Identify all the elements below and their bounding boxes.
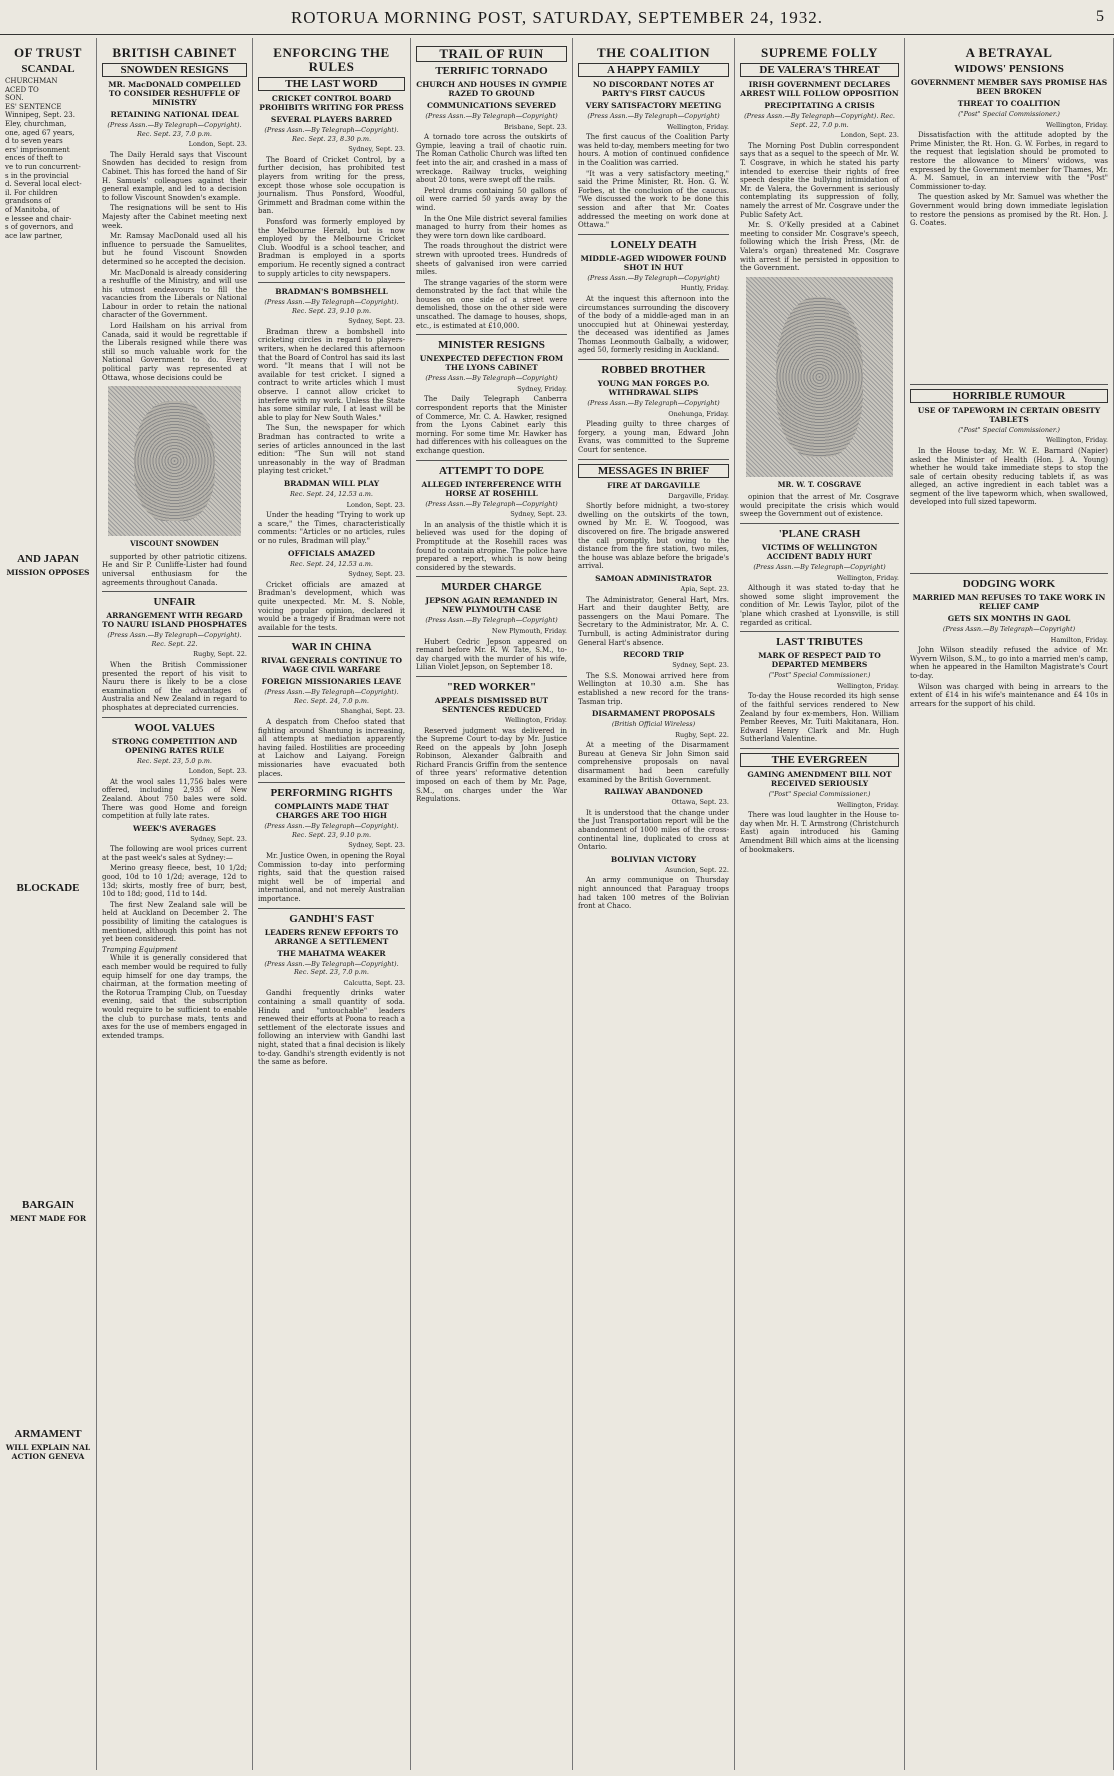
paragraph: The first New Zealand sale will be held at Auckland on December 2. The possibility of limiting the catalogues is mentioned, although this point has not yet been considered. — [102, 900, 247, 944]
dateline: London, Sept. 23. — [346, 500, 405, 509]
subhead: MARK OF RESPECT PAID TO DEPARTED MEMBERS — [758, 651, 881, 670]
paragraph: Petrol drums containing 50 gallons of oil were carried 50 yards away by the wind. — [416, 186, 567, 212]
headline-trail-of-ruin: TRAIL OF RUIN — [416, 46, 567, 62]
source-line: (Press Assn.—By Telegraph—Copyright). Rec. Sept. 23, 8.30 p.m. — [264, 126, 399, 143]
source-line: (Press Assn.—By Telegraph—Copyright). Rec. Sept. 22, 7.0 p.m. — [744, 112, 895, 129]
divider — [740, 523, 899, 524]
source-line: (Press Assn.—By Telegraph—Copyright) — [753, 563, 886, 572]
dateline: Wellington, Friday. — [1045, 436, 1108, 445]
divider — [258, 782, 405, 783]
subhead: GOVERNMENT MEMBER SAYS PROMISE HAS BEEN BROKEN — [910, 78, 1108, 96]
dateline: Wellington, Friday. — [836, 573, 899, 582]
paragraph: Pleading guilty to three charges of forgery, a young man, Edward John Evans, was committed to the Supreme Court for sentence. — [578, 420, 729, 455]
source-line: Rec. Sept. 24, 12.53 a.m. — [290, 559, 373, 568]
headline-blockade: BLOCKADE — [16, 882, 80, 895]
text-line: of Manitoba, of — [5, 205, 60, 214]
subhead: GETS SIX MONTHS IN GAOL — [947, 614, 1071, 624]
dateline: Sydney, Sept. 23. — [672, 661, 729, 670]
dateline: Hamilton, Friday. — [1050, 635, 1108, 644]
headline-performing-rights: PERFORMING RIGHTS — [270, 787, 393, 800]
headline-happy-family: A HAPPY FAMILY — [578, 63, 729, 77]
source-line: Rec. Sept. 24, 12.53 a.m. — [290, 489, 373, 498]
dateline: Wellington, Friday. — [666, 122, 729, 131]
paragraph: To-day the House recorded its high sense of the faithful services rendered to New Zealand by four ex-members, Hon. William Pember Reeves, Mr. Tuiti Makitanara, Hon. Edward Henry Clark and Mr. Hugh Sutherland Valentine. — [740, 692, 899, 744]
subhead: MARRIED MAN REFUSES TO TAKE WORK IN RELIEF CAMP — [912, 593, 1106, 612]
subhead: RETAINING NATIONAL IDEAL — [110, 110, 239, 119]
text-line: s of governors, and — [5, 223, 74, 232]
subhead: MR. MacDONALD COMPELLED TO CONSIDER RESHUFFLE OF MINISTRY — [108, 80, 241, 107]
paragraph: The strange vagaries of the storm were demonstrated by the fact that while the houses on one side of a street were demolished, those on the other side were unscathed. The damage to houses, shops, etc., is estimated at £10,000. — [416, 278, 567, 330]
divider — [258, 282, 405, 283]
dateline: London, Sept. 23. — [188, 140, 247, 149]
text-line: SON. — [5, 94, 24, 103]
headline-trust: OF TRUST — [14, 45, 82, 60]
subhead: PRECIPITATING A CRISIS — [764, 101, 875, 110]
source-line: ("Post" Special Commissioner.) — [958, 110, 1060, 118]
headline-enforcing-rules: ENFORCING THE RULES — [273, 45, 390, 74]
subhead-fire: FIRE AT DARGAVILLE — [607, 480, 700, 490]
subhead-record-trip: RECORD TRIP — [623, 650, 684, 660]
dateline: Wellington, Friday. — [836, 800, 899, 809]
subhead: JEPSON AGAIN REMANDED IN NEW PLYMOUTH CASE — [425, 596, 558, 615]
divider — [102, 717, 247, 718]
subhead: USE OF TAPEWORM IN CERTAIN OBESITY TABLETS — [917, 405, 1101, 424]
portrait-face — [134, 401, 214, 521]
source-line: (British Official Wireless) — [611, 720, 696, 729]
headline-messages-in-brief: MESSAGES IN BRIEF — [578, 464, 729, 478]
subhead-samoan: SAMOAN ADMINISTRATOR — [595, 573, 712, 583]
text-line: grandsons of — [5, 197, 51, 206]
text-line: ve to run concurrent- — [5, 162, 81, 171]
subhead: THREAT TO COALITION — [957, 99, 1061, 108]
text-line: ers' imprisonment — [5, 145, 70, 154]
paragraph: Mr. Justice Owen, in opening the Royal Commission to-day into performing rights, said that the question raised might well be of imperial and international, and not merely Australian importance. — [258, 852, 405, 903]
subhead: ALLEGED INTERFERENCE WITH HORSE AT ROSEHILL — [421, 479, 562, 498]
dateline: Dargaville, Friday. — [668, 491, 729, 500]
column-7 — [905, 38, 1114, 1770]
subhead: SEVERAL PLAYERS BARRED — [270, 115, 393, 124]
divider — [910, 384, 1108, 385]
subhead: FOREIGN MISSIONARIES LEAVE — [261, 677, 402, 687]
paragraph: Dissatisfaction with the attitude adopted by the Prime Minister, the Rt. Hon. G. W. Forbes, in regard to the request that legislation should be promoted to restore the allowance to Miners' widows, was expressed by the Government member for Thames, Mr. A. M. Samuel, in an interview with the "Post" Commissioner to-day. — [910, 131, 1108, 191]
dateline: Wellington, Friday. — [504, 715, 567, 724]
dateline: Sydney, Sept. 23. — [348, 317, 405, 326]
dateline: Sydney, Friday. — [517, 384, 567, 393]
paragraph: John Wilson steadily refused the advice of Mr. Wyvern Wilson, S.M., to go into a married men's camp, when he appeared in the Hamilton Magistrate's Court to-day. — [910, 646, 1108, 681]
divider — [258, 636, 405, 637]
paragraph: An army communique on Thursday night announced that Paraguay troops had taken 100 metres of the Bolivian front at Chaco. — [578, 876, 729, 911]
paragraph: Cricket officials are amazed at Bradman's development, which was quite unexpected. Mr. M. S. Noble, voicing popular opinion, declared it would be a tragedy if Bradman were not available for the tests. — [258, 580, 405, 632]
subhead-railway: RAILWAY ABANDONED — [604, 787, 703, 797]
headline-gandhis-fast: GANDHI'S FAST — [289, 912, 374, 925]
column-5 — [573, 38, 735, 1770]
divider — [578, 359, 729, 360]
subhead: VERY SATISFACTORY MEETING — [585, 101, 722, 110]
divider — [102, 591, 247, 592]
dateline: Wellington, Friday. — [836, 681, 899, 690]
headline-last-word: THE LAST WORD — [258, 77, 405, 91]
paragraph: In the One Mile district several families managed to hurry from their homes as they were torn down like cardboard. — [416, 214, 567, 240]
paragraph: The Board of Cricket Control, by a further decision, has prohibited test players from writing for the press, except those whose sole occupation is journalism. Thus Ponsford, Woodful, Grimmett and Bradman come within the ban. — [258, 155, 405, 216]
source-line: (Press Assn.—By Telegraph—Copyright) — [425, 616, 558, 625]
paragraph: A despatch from Chefoo stated that fighting around Shantung is increasing, all attempts at mediation apparently having failed. Hostilities are proceeding at Laichow and Laiyang. Foreign missionaries have evacuated both places. — [258, 718, 405, 778]
divider — [258, 908, 405, 909]
headline-a-betrayal: A BETRAYAL — [965, 45, 1053, 60]
dateline: Asuncion, Sept. 22. — [665, 865, 729, 874]
subhead: STRONG COMPETITION AND OPENING RATES RULE — [111, 736, 238, 755]
column-2 — [97, 38, 253, 1770]
subhead: COMMUNICATIONS SEVERED — [426, 101, 557, 110]
paragraph: The S.S. Monowai arrived here from Wellington at 10.30 a.m. She has established a new record for the trans-Tasman trip. — [578, 671, 729, 706]
subhead: NO DISCORDANT NOTES AT PARTY'S FIRST CAUCUS — [592, 80, 715, 98]
source-line: (Press Assn.—By Telegraph—Copyright) — [587, 112, 720, 120]
paragraph: The first caucus of the Coalition Party was held to-day, members meeting for two hours. A motion of continued confidence in the Coalition was carried. — [578, 133, 729, 167]
text-line: CHURCHMAN — [5, 77, 58, 85]
paragraph: Lord Hailsham on his arrival from Canada, said it would be regrettable if the Liberals resigned while there was still so much valuable work for the National Government to do. Every political party was represented at Ottawa, whose decisions could be — [102, 322, 247, 382]
subhead: VICTIMS OF WELLINGTON ACCIDENT BADLY HURT — [761, 543, 878, 562]
paragraph: The question asked by Mr. Samuel was whether the Government would bring down immediate legislation to restore the pensions as promised by the Rt. Hon. J. G. Coates. — [910, 193, 1108, 228]
text-line: il. For children — [5, 188, 58, 197]
paragraph: Reserved judgment was delivered in the Supreme Court to-day by Mr. Justice Reed on the appeals by John Joseph Robinson, Alexander Galbraith and Richard Francis Griffin from the sentence of three years' reformative detention imposed on each of them by Mr. Page, S.M., on charges under the War Regulations. — [416, 726, 567, 804]
subhead: LEADERS RENEW EFFORTS TO ARRANGE A SETTLEMENT — [264, 927, 399, 946]
divider — [578, 234, 729, 235]
text-line: ences of theft to — [5, 154, 63, 163]
paragraph: Bradman threw a bombshell into cricketing circles in regard to players-writers, when he declared this afternoon that the Board of Control has said its last word. "It means that I will not be available for test cricket. I signed a contract to write articles which I must observe. I cannot allow cricket to interfere with my work. Unless the State has some similar rule, I at least will be able to play for New South Wales." — [258, 327, 405, 422]
headline-robbed-brother: ROBBED BROTHER — [601, 364, 706, 377]
divider — [578, 459, 729, 460]
text-line: s in the provincial — [5, 171, 69, 180]
paragraph: Although it was stated to-day that he showed some slight improvement the condition of Mr. Lewis Taylor, pilot of the 'plane which crashed at Lyonsville, is still regarded as critical. — [740, 584, 899, 627]
dateline: Onehunga, Friday. — [668, 409, 729, 418]
dateline: London, Sept. 23. — [188, 767, 247, 776]
headline-last-tributes: LAST TRIBUTES — [776, 636, 863, 649]
subhead: CHURCH AND HOUSES IN GYMPIE RAZED TO GROUND — [416, 80, 567, 98]
subhead-bargain: MENT MADE FOR — [9, 1214, 87, 1224]
subhead: ARRANGEMENT WITH REGARD TO NAURU ISLAND PHOSPHATES — [102, 611, 247, 630]
paragraph: Shortly before midnight, a two-storey dwelling on the outskirts of the town, owned by Mr. E. W. Toogood, was discovered on fire. The brigade answered the call promptly, but owing to the distance from the fire station, two miles, the house was ablaze before the brigade's arrival. — [578, 502, 729, 571]
page-number: 5 — [1096, 8, 1104, 25]
paragraph: At the inquest this afternoon into the circumstances surrounding the discovery of the body of a middle-aged man in an unoccupied hut at Ohinewai yesterday, the deceased was identified as James Thomas Leonmouth Galbally, a widower, aged 50, formerly residing in Auckland. — [578, 294, 729, 355]
source-line: (Press Assn.—By Telegraph—Copyright) — [587, 399, 720, 408]
headline-the-evergreen: THE EVERGREEN — [740, 753, 899, 767]
dateline: Sydney, Sept. 23. — [348, 570, 405, 579]
subhead: COMPLAINTS MADE THAT CHARGES ARE TOO HIGH — [274, 802, 389, 821]
source-line: ("Post" Special Commissioner.) — [768, 671, 871, 680]
subhead-armament: WILL EXPLAIN NAL ACTION GENEVA — [5, 1443, 91, 1462]
paragraph: Wilson was charged with being in arrears to the extent of £14 in his wife's maintenance and £4 10s in arrears for the support of his child. — [910, 682, 1108, 708]
source-line: (Press Assn.—By Telegraph—Copyright) — [425, 374, 558, 383]
paragraph: The resignations will be sent to His Majesty after the Cabinet meeting next week. — [102, 204, 247, 230]
dateline: Sydney, Sept. 23. — [510, 510, 567, 519]
paragraph: opinion that the arrest of Mr. Cosgrave would precipitate the crisis which would sweep the Government out of existence. — [740, 493, 899, 519]
column-3 — [253, 38, 411, 1770]
portrait-face — [776, 297, 864, 457]
paragraph: Mr. S. O'Kelly presided at a Cabinet meeting to consider Mr. Cosgrave's speech, following which the Irish Press, (Mr. de Valera's organ) threatened Mr. Cosgrave with arrest if he persisted in opposition to the Government. — [740, 221, 899, 273]
photo-caption: MR. W. T. COSGRAVE — [777, 479, 862, 489]
paragraph: supported by other patriotic citizens. He and Sir P. Cunliffe-Lister had found universal enthusiasm for the agreements throughout Canada. — [102, 552, 247, 587]
divider — [416, 334, 567, 335]
text-line: d to seven years — [5, 137, 63, 146]
paragraph: At a meeting of the Disarmament Bureau at Geneva Sir John Simon said comprehensive proposals on naval disarmament had been carefully examined by the British Government. — [578, 741, 729, 784]
headline-japan: AND JAPAN — [17, 553, 79, 566]
headline-the-coalition: THE COALITION — [596, 45, 711, 60]
dateline: Sydney, Sept. 23. — [348, 841, 405, 850]
paragraph: Under the heading "Trying to work up a scare," the Times, characteristically comments: "Articles or no articles, rules or no rules, Bradman will play." — [258, 511, 405, 545]
masthead — [0, 0, 1114, 35]
dateline: Apia, Sept. 23. — [680, 584, 729, 593]
paragraph: Mr. Ramsay MacDonald used all his influence to persuade the Samuelites, but he found Viscount Snowden determined so he accepted the decision. — [102, 232, 247, 266]
source-line: (Press Assn.—By Telegraph—Copyright). Rec. Sept. 23, 7.0 p.m. — [264, 959, 399, 977]
subhead-bradman-will-play: BRADMAN WILL PLAY — [283, 478, 380, 488]
subhead-japan: MISSION OPPOSES — [6, 568, 90, 578]
headline-murder-charge: MURDER CHARGE — [441, 581, 542, 594]
paragraph: At the wool sales 11,756 bales were offered, including 2,935 of New Zealand. About 750 bales were sold. There was good Home and foreign competition at fully late rates. — [102, 777, 247, 821]
dateline: Sydney, Sept. 23. — [190, 834, 247, 843]
subhead-tramping: Tramping Equipment — [102, 945, 178, 954]
headline-wool-values: WOOL VALUES — [134, 721, 215, 734]
portrait-photo — [108, 386, 241, 536]
dateline: London, Sept. 23. — [840, 131, 899, 140]
subhead: YOUNG MAN FORGES P.O. WITHDRAWAL SLIPS — [597, 379, 710, 398]
headline-war-in-china: WAR IN CHINA — [291, 641, 372, 654]
column-1 — [0, 38, 97, 1770]
dateline: New Plymouth, Friday. — [491, 626, 567, 635]
dateline: Rugby, Sept. 22. — [193, 650, 247, 659]
headline-scandal: SCANDAL — [21, 63, 75, 75]
headline-minister-resigns: MINISTER RESIGNS — [438, 339, 545, 352]
headline-supreme-folly: SUPREME FOLLY — [761, 45, 878, 60]
subhead: THE MAHATMA WEAKER — [277, 948, 386, 958]
dateline: Rugby, Sept. 22. — [675, 730, 729, 739]
dateline: Shanghai, Sept. 23. — [340, 707, 405, 716]
subhead: MIDDLE-AGED WIDOWER FOUND SHOT IN HUT — [580, 253, 727, 272]
subhead: IRISH GOVERNMENT DECLARES ARREST WILL FOLLOW OPPOSITION — [740, 80, 899, 98]
paragraph: Merino greasy fleece, best, 10 1/2d; good, 10d to 10 1/2d; average, 12d to 13d; skirts, mostly free of burr, best, 10d to 18d; good, 11d to 14d. — [102, 864, 247, 899]
source-line: ("Post" Special Commissioner.) — [958, 425, 1060, 434]
source-line: Rec. Sept. 23, 5.0 p.m. — [137, 756, 212, 765]
text-line: Winnipeg, Sept. 23. — [5, 111, 75, 120]
headline-de-valera-threat: DE VALERA'S THREAT — [740, 63, 899, 77]
text-line: ES' SENTENCE — [5, 102, 62, 111]
divider — [416, 460, 567, 461]
divider — [416, 676, 567, 677]
paragraph: The roads throughout the district were strewn with uprooted trees. Hundreds of sheets of galvanised iron were carried miles. — [416, 242, 567, 277]
headline-snowden-resigns: SNOWDEN RESIGNS — [102, 63, 247, 77]
paragraph: In an analysis of the thistle which it is believed was used for the doping of Promptitude at the Rosehill races was found to contain atropine. The police have prepared a report, which is now being considered by the stewards. — [416, 520, 567, 572]
paragraph: The following are wool prices current at the past week's sales at Sydney:— — [102, 845, 247, 862]
source-line: (Press Assn.—By Telegraph—Copyright) — [587, 273, 720, 282]
paragraph: There was loud laughter in the House to-day when Mr. H. T. Armstrong (Christchurch East) again introduced his Gaming Amendment Bill which aims at the licensing of bookmakers. — [740, 811, 899, 854]
dateline: Sydney, Sept. 23. — [348, 145, 405, 154]
subhead: CRICKET CONTROL BOARD PROHIBITS WRITING FOR PRESS — [259, 94, 404, 112]
column-6 — [735, 38, 905, 1770]
paragraph: "It was a very satisfactory meeting," said the Prime Minister, Rt. Hon. G. W. Forbes, at the conclusion of the caucus. "We discussed the work to be done this session and after that Mr. Coates addressed the meeting on work done at Ottawa." — [578, 169, 729, 230]
headline-widows-pensions: WIDOWS' PENSIONS — [954, 63, 1064, 75]
headline-red-worker: "RED WORKER" — [446, 680, 537, 693]
dateline: Wellington, Friday. — [1045, 120, 1108, 129]
headline-plane-crash: 'PLANE CRASH — [778, 528, 861, 541]
source-line: (Press Assn.—By Telegraph—Copyright) — [425, 499, 558, 508]
source-line: (Press Assn.—By Telegraph—Copyright). Rec. Sept. 22. — [107, 631, 242, 648]
headline-dodging-work: DODGING WORK — [962, 578, 1056, 591]
text-line: one, aged 67 years, — [5, 128, 75, 137]
paragraph: The Sun, the newspaper for which Bradman has contracted to write a series of articles announced in the last edition: "The Sun will not stand unreasonably in the way of Bradman playing test cricket." — [258, 424, 405, 476]
headline-attempt-to-dope: ATTEMPT TO DOPE — [439, 464, 544, 477]
paragraph: While it is generally considered that each member would be required to fully equip himself for one day tramps, the chairman, at the formation meeting of the Rotorua Tramping Club, on Tuesday evening, said that the subscription would require to be sufficient to enable the club to purchase mats, tents and axes for the use of members engaged in extended tramps. — [102, 954, 247, 1040]
masthead-title: ROTORUA MORNING POST, SATURDAY, SEPTEMBER 24, 1932. — [290, 8, 824, 27]
dateline: Calcutta, Sept. 23. — [343, 978, 405, 987]
text-line: ACED TO — [5, 85, 39, 94]
headline-armament: ARMAMENT — [14, 1428, 82, 1441]
source-line: (Press Assn.—By Telegraph—Copyright) — [425, 112, 558, 120]
paragraph: When the British Commissioner presented the report of his visit to Nauru there is likely to be a close examination of the advantages of Australia and New Zealand in regard to phosphates at depreciated currencies. — [102, 660, 247, 712]
paragraph: Mr. MacDonald is already considering a reshuffle of the Ministry, and will use his utmost endeavours to fill the vacancies from the Liberals or National Labour in order to retain the national character of the Government. — [102, 268, 247, 320]
paragraph: The Daily Telegraph Canberra correspondent reports that the Minister of Commerce, Mr. C. A. Hawker, resigned from the Lyons Cabinet early this morning. For some time Mr. Hawker has had differences with his colleagues on the exchange question. — [416, 395, 567, 455]
column-1-text — [5, 77, 91, 240]
headline-lonely-death: LONELY DEATH — [610, 238, 697, 251]
paragraph: In the House to-day, Mr. W. E. Barnard (Napier) asked the Minister of Health (Hon. J. A. Young) whether he would take immediate steps to stop the sale of certain obesity reducing tablets if, as was alleged, an active ingredient in each tablet was a segment of the live tapeworm which, when swallowed, developed into full sized tapeworm. — [910, 446, 1108, 507]
headline-horrible-rumour: HORRIBLE RUMOUR — [910, 389, 1108, 403]
subhead-bolivian: BOLIVIAN VICTORY — [610, 854, 697, 864]
source-line: ("Post" Special Commissioner.) — [768, 789, 871, 798]
column-4 — [411, 38, 573, 1770]
subhead: GAMING AMENDMENT BILL NOT RECEIVED SERIOUSLY — [747, 769, 892, 788]
paragraph: Hubert Cedric Jepson appeared on remand before Mr. R. W. Tate, S.M., to-day charged with the murder of his wife, Lilian Violet Jepson, on September 18. — [416, 637, 567, 672]
source-line: (Press Assn.—By Telegraph—Copyright). Rec. Sept. 23, 7.0 p.m. — [107, 121, 242, 138]
paragraph: It is understood that the change under the Just Transportation report will be the abandonment of 1000 miles of the cross-continental line, duplicated to cross at Ontario. — [578, 808, 729, 852]
text-line: ace law partner, — [5, 231, 63, 240]
divider — [416, 576, 567, 577]
divider — [910, 573, 1108, 574]
headline-bargain: BARGAIN — [22, 1199, 74, 1212]
text-line: Eley, churchman, — [5, 119, 67, 128]
paragraph: Gandhi frequently drinks water containing a small quantity of soda. Hindu and "untouchable" leaders renewed their efforts at Poona to reach a settlement of the electorate issues and following an interview with Gandhi last night, stated that a final decision is likely to-day. Gandhi's strength evidently is not the same as before. — [258, 989, 405, 1067]
divider — [740, 631, 899, 632]
source-line: (Press Assn.—By Telegraph—Copyright). Rec. Sept. 23, 9.10 p.m. — [264, 298, 399, 315]
paragraph: A tornado tore across the outskirts of Gympie, leaving a trail of chaotic ruin. The Roman Catholic Church was lifted ten feet into the air, and crashed in a mass of wreckage. Railway trucks, weighing about 20 tons, were swept off the rails. — [416, 133, 567, 185]
subhead: UNEXPECTED DEFECTION FROM THE LYONS CABINET — [419, 354, 564, 373]
source-line: (Press Assn.—By Telegraph—Copyright) — [942, 625, 1076, 634]
photo-caption: VISCOUNT SNOWDEN — [130, 539, 219, 549]
headline-terrific-tornado: TERRIFIC TORNADO — [435, 65, 548, 77]
subhead-weeks-averages: WEEK'S AVERAGES — [132, 823, 217, 833]
headline-british-cabinet: BRITISH CABINET — [112, 45, 237, 60]
text-line: d. Several local elect- — [5, 180, 82, 189]
paragraph: Ponsford was formerly employed by the Melbourne Herald, but is now employed by the Melbourne Cricket Club. Woodful is a school teacher, and Bradman is employed in a sports emporium. He recently signed a contract to supply articles to city newspapers. — [258, 217, 405, 278]
paragraph: The Administrator, General Hart, Mrs. Hart and their daughter Betty, are passengers on the Maui Pomare. The Secretary to the Administrator, Mr. A. C. Turnbull, is acting Administrator during General Hart's absence. — [578, 595, 729, 647]
subhead-disarmament: DISARMAMENT PROPOSALS — [591, 709, 716, 719]
source-line: (Press Assn.—By Telegraph—Copyright). Rec. Sept. 23, 9.10 p.m. — [264, 822, 399, 839]
source-line: (Press Assn.—By Telegraph—Copyright). Rec. Sept. 24, 7.0 p.m. — [264, 688, 399, 705]
headline-unfair: UNFAIR — [153, 596, 196, 609]
divider — [740, 748, 899, 749]
subhead-bradman-bombshell: BRADMAN'S BOMBSHELL — [275, 287, 388, 297]
dateline: Ottawa, Sept. 23. — [671, 798, 729, 807]
dateline: Brisbane, Sept. 23. — [503, 122, 567, 131]
dateline: Huntly, Friday. — [680, 284, 729, 293]
portrait-photo — [746, 277, 892, 477]
subhead: APPEALS DISMISSED BUT SENTENCES REDUCED — [434, 695, 549, 714]
subhead-officials-amazed: OFFICIALS AMAZED — [288, 548, 375, 558]
paragraph: The Morning Post Dublin correspondent says that as a sequel to the speech of Mr. W. T. Cosgrave, in which he stated his party intended to exercise their rights of free speech despite the bullying intimidation of Mr. de Valera, the Government is seriously contemplating its suppression of folly, namely the arrest of Mr. Cosgrave under the Public Safety Act. — [740, 141, 899, 219]
text-line: e lessee and chair- — [5, 214, 72, 223]
paragraph: The Daily Herald says that Viscount Snowden has decided to resign from Cabinet. This has forced the hand of Sir H. Samuels' colleagues against their general example, and led to a decision to follow Viscount Snowden's example. — [102, 150, 247, 202]
subhead: RIVAL GENERALS CONTINUE TO WAGE CIVIL WARFARE — [260, 656, 402, 675]
